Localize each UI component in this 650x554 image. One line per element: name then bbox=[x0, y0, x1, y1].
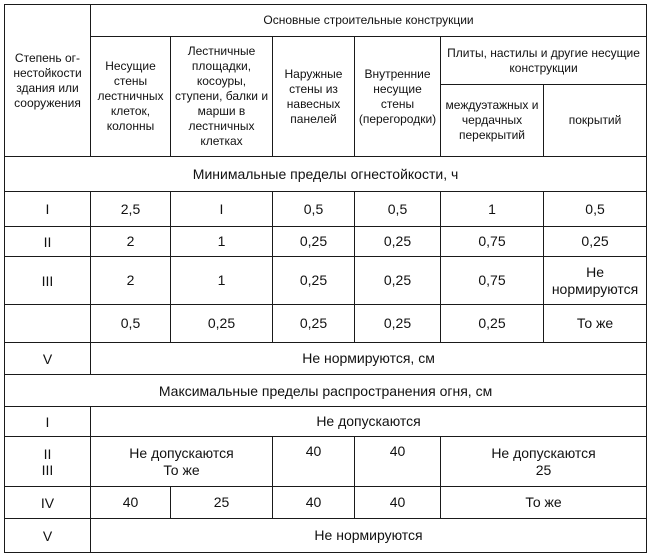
fire-resistance-table bbox=[4, 4, 647, 553]
value-cell: 2 bbox=[91, 227, 171, 257]
main-constructions-header: Основные строительные конструкции bbox=[91, 5, 647, 37]
value-cell: I bbox=[171, 192, 273, 227]
value-cell: 0,5 bbox=[273, 192, 355, 227]
value-cell: 1 bbox=[441, 192, 544, 227]
value-text: 25 bbox=[535, 461, 552, 478]
value-cell: 0,25 bbox=[171, 305, 273, 343]
degree-cell: I bbox=[5, 192, 91, 227]
degree-cell bbox=[5, 437, 91, 487]
stair-landings-header: Лестничные площадки, косоуры, ступени, балки и марши в лестничных клетках bbox=[171, 37, 273, 157]
degree-cell: I bbox=[5, 407, 91, 437]
table-row bbox=[5, 192, 647, 227]
value-cell: 1 bbox=[171, 257, 273, 305]
value-cell: 25 bbox=[171, 487, 273, 519]
value-cell: 1 bbox=[171, 227, 273, 257]
value-cell: 40 bbox=[355, 487, 441, 519]
degree-column-header: Степень ог-нестойкости здания или сооружения bbox=[5, 5, 91, 157]
value-cell: 2,5 bbox=[91, 192, 171, 227]
degree-cell: IV bbox=[5, 487, 91, 519]
value-cell: 40 bbox=[273, 487, 355, 519]
table-row bbox=[5, 519, 647, 553]
value-cell: 0,25 bbox=[355, 257, 441, 305]
value-cell: 0,25 bbox=[441, 305, 544, 343]
value-cell: 40 bbox=[273, 437, 355, 487]
merged-value-cell: Не нормируются, см bbox=[91, 343, 647, 375]
value-cell: То же bbox=[544, 305, 647, 343]
value-cell: 0,25 bbox=[273, 257, 355, 305]
value-cell: 0,5 bbox=[544, 192, 647, 227]
outer-walls-header: Наружные стены из навесных панелей bbox=[273, 37, 355, 157]
min-fire-section-title: Минимальные пределы огнестойкости, ч bbox=[5, 157, 647, 192]
value-cell: 0,75 bbox=[441, 257, 544, 305]
max-spread-section-title: Максимальные пределы распространения огня, см bbox=[5, 375, 647, 407]
degree-label: II bbox=[43, 445, 52, 462]
value-text: Не допускаются bbox=[491, 444, 596, 461]
value-cell: 40 bbox=[91, 487, 171, 519]
table-row bbox=[5, 343, 647, 375]
table-row bbox=[5, 227, 647, 257]
interfloor-header: междуэтажных и чердачных перекрытий bbox=[441, 85, 544, 157]
value-cell: 0,5 bbox=[355, 192, 441, 227]
merged-value-cell bbox=[441, 437, 647, 487]
value-cell: 40 bbox=[355, 437, 441, 487]
slabs-group-header: Плиты, настилы и другие несущие конструкции bbox=[441, 37, 647, 85]
table-row bbox=[5, 437, 647, 487]
value-text: Не допускаются bbox=[129, 444, 234, 461]
degree-cell: V bbox=[5, 343, 91, 375]
value-cell: 0,25 bbox=[355, 227, 441, 257]
merged-value-cell: То же bbox=[441, 487, 647, 519]
degree-cell: II bbox=[5, 227, 91, 257]
value-cell: 0,75 bbox=[441, 227, 544, 257]
table-row bbox=[5, 257, 647, 305]
inner-walls-header: Внутренние несущие стены (перегородки) bbox=[355, 37, 441, 157]
value-cell: 2 bbox=[91, 257, 171, 305]
load-walls-header: Несущие стены лестничных клеток, колонны bbox=[91, 37, 171, 157]
table-row bbox=[5, 487, 647, 519]
table-row bbox=[5, 305, 647, 343]
value-cell: 0,25 bbox=[273, 227, 355, 257]
merged-value-cell: Не нормируются bbox=[91, 519, 647, 553]
value-cell: 0,25 bbox=[273, 305, 355, 343]
degree-cell: III bbox=[5, 257, 91, 305]
value-cell: 0,25 bbox=[544, 227, 647, 257]
merged-value-cell: Не допускаются bbox=[91, 407, 647, 437]
roofing-header: покрытий bbox=[544, 85, 647, 157]
table-row bbox=[5, 407, 647, 437]
value-cell: Не нормируются bbox=[544, 257, 647, 305]
degree-label: III bbox=[41, 461, 54, 478]
degree-cell bbox=[5, 305, 91, 343]
value-cell: 0,25 bbox=[355, 305, 441, 343]
value-cell: 0,5 bbox=[91, 305, 171, 343]
degree-cell: V bbox=[5, 519, 91, 553]
merged-value-cell bbox=[91, 437, 273, 487]
value-text: То же bbox=[163, 461, 200, 478]
